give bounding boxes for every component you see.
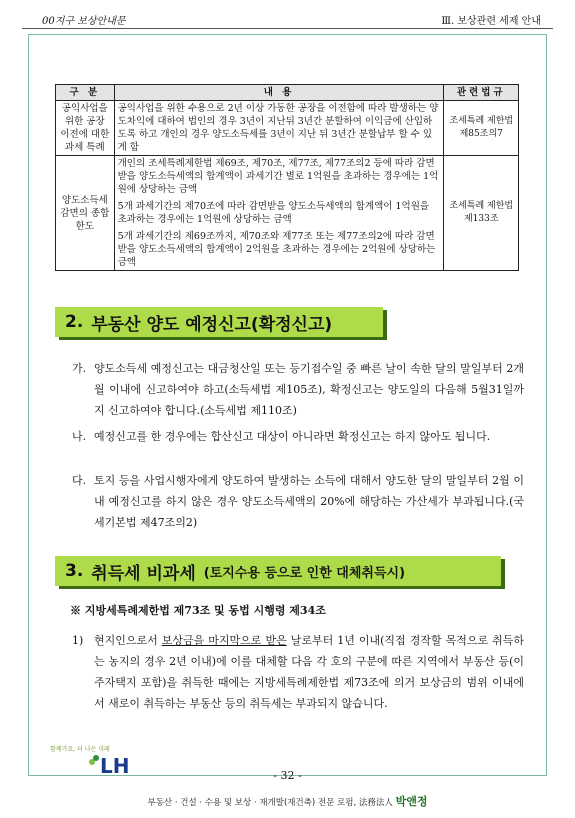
section-number: 3.	[65, 561, 84, 581]
tax-special-table	[55, 84, 519, 271]
page-number: - 32 -	[273, 769, 302, 782]
logo-tagline: 함께가요, 더 나은 미래	[50, 746, 110, 753]
item-text-lead: 현지인으로서	[94, 634, 162, 647]
table-cell-category: 공익사업을 위한 공장 이전에 대한 과세 특례	[56, 101, 115, 156]
logo-text: LH	[100, 754, 130, 778]
table-header-content: 내 용	[114, 85, 444, 101]
item-marker: 다.	[72, 474, 87, 487]
item-text-underlined: 보상금을 마지막으로 받은	[161, 634, 287, 647]
header-document-title: 00지구 보상안내문	[42, 16, 126, 27]
section-subtitle: (토지수용 등으로 인한 대체취득시)	[203, 565, 406, 581]
table-header-law: 관련법규	[444, 85, 519, 101]
table-cell-content	[114, 101, 444, 156]
footer-brand: 박앤정	[395, 795, 428, 808]
section-title: 취득세 비과세	[91, 563, 196, 584]
content-paragraph: 5개 과세기간의 제69조까지, 제70조와 제77조 또는 제77조의2에 따라 감면받을 양도소득세액의 합계액이 2억원을 초과하는 경우에는 2억원에 상당하는 금액	[117, 231, 436, 268]
item-marker: 가.	[72, 362, 87, 375]
section-2-item-da	[72, 470, 524, 533]
content-paragraph: 5개 과세기간의 제70조에 따라 감면받을 양도소득세액의 합계액이 1억원을 초과하는 경우에는 1억원에 상당하는 금액	[117, 201, 430, 225]
item-marker: 나.	[72, 430, 87, 443]
item-text: 토지 등을 사업시행자에게 양도하여 발생하는 소득에 대해서 양도한 달의 말일부터 2월 이내 예정신고를 하지 않은 경우 양도소득세액의 20%에 해당하는 가산세가 부과됩니다.(국세기본법 제47조의2)	[94, 474, 524, 529]
item-marker: 1)	[72, 634, 84, 647]
section-2-item-ga	[72, 358, 524, 421]
section-2-item-na	[72, 426, 524, 447]
content-paragraph: 개인의 조세특례제한법 제69조, 제70조, 제77조, 제77조의2 등에 따라 감면받을 양도소득세액의 합계액이 과세기간 별로 1억원을 초과하는 경우에는 1억원에 상당하는 금액	[117, 158, 439, 195]
table-row	[56, 156, 519, 271]
item-text	[94, 630, 524, 714]
section-3-heading	[55, 556, 501, 586]
section-number: 2.	[65, 312, 84, 332]
table-row	[56, 101, 519, 156]
section-3-item-1	[72, 630, 524, 714]
table-cell-category: 양도소득세 감면의 종합 한도	[56, 156, 115, 271]
footer-text: 부동산 · 건설 · 수용 및 보상 · 재개발(재건축) 전문 로펌, 法務法人	[147, 798, 393, 808]
table-cell-content	[114, 156, 444, 271]
header-chapter-title: Ⅲ. 보상관련 세제 안내	[441, 16, 541, 27]
section-title: 부동산 양도 예정신고(확정신고)	[91, 314, 333, 335]
page-footer	[0, 793, 575, 809]
item-text: 양도소득세 예정신고는 대금청산일 또는 등기접수일 중 빠른 날이 속한 달의 말일부터 2개월 이내에 신고하여야 하고(소득세법 제105조), 확정신고는 양도일의 다음해 5월31일까지 신고하여야 합니다.(소득세법 제110조)	[94, 362, 524, 417]
legal-basis-note: ※ 지방세특례제한법 제73조 및 동법 시행령 제34조	[70, 604, 326, 617]
table-header-category: 구 분	[56, 85, 115, 101]
page-header	[22, 6, 553, 29]
table-cell-law: 조세특례 제한법 제85조의7	[444, 101, 519, 156]
lh-leaf-icon	[88, 754, 100, 766]
content-paragraph: 공익사업을 위한 수용으로 2년 이상 가동한 공장을 이전함에 따라 발생하는 양도차익에 대하여 법인의 경우 3년이 지난뒤 3년간 분할하여 이익금에 산입하도록 하고 개인의 경우 양도소득세를 3년이 지난 뒤 3년간 분할납부 할 수 있게 함	[117, 103, 439, 153]
section-2-heading	[55, 307, 383, 337]
table-cell-law: 조세특례 제한법 제133조	[444, 156, 519, 271]
item-text: 예정신고를 한 경우에는 합산신고 대상이 아니라면 확정신고는 하지 않아도 됩니다.	[94, 430, 491, 443]
table-header-row	[56, 85, 519, 101]
item-text-rest: 날로부터 1년 이내(직접 경작할 목적으로 취득하는 농지의 경우 2년 이내)에 이를 대체할 다음 각 호의 구분에 따른 지역에서 부동산 등(이주자택지 포함)을 취득한 때에는 지방세특례제한법 제73조에 의거 보상금의 범위 이내에서 새로이 취득하는 부동산 등의 취득세는 부과되지 않습니다.	[94, 634, 524, 710]
